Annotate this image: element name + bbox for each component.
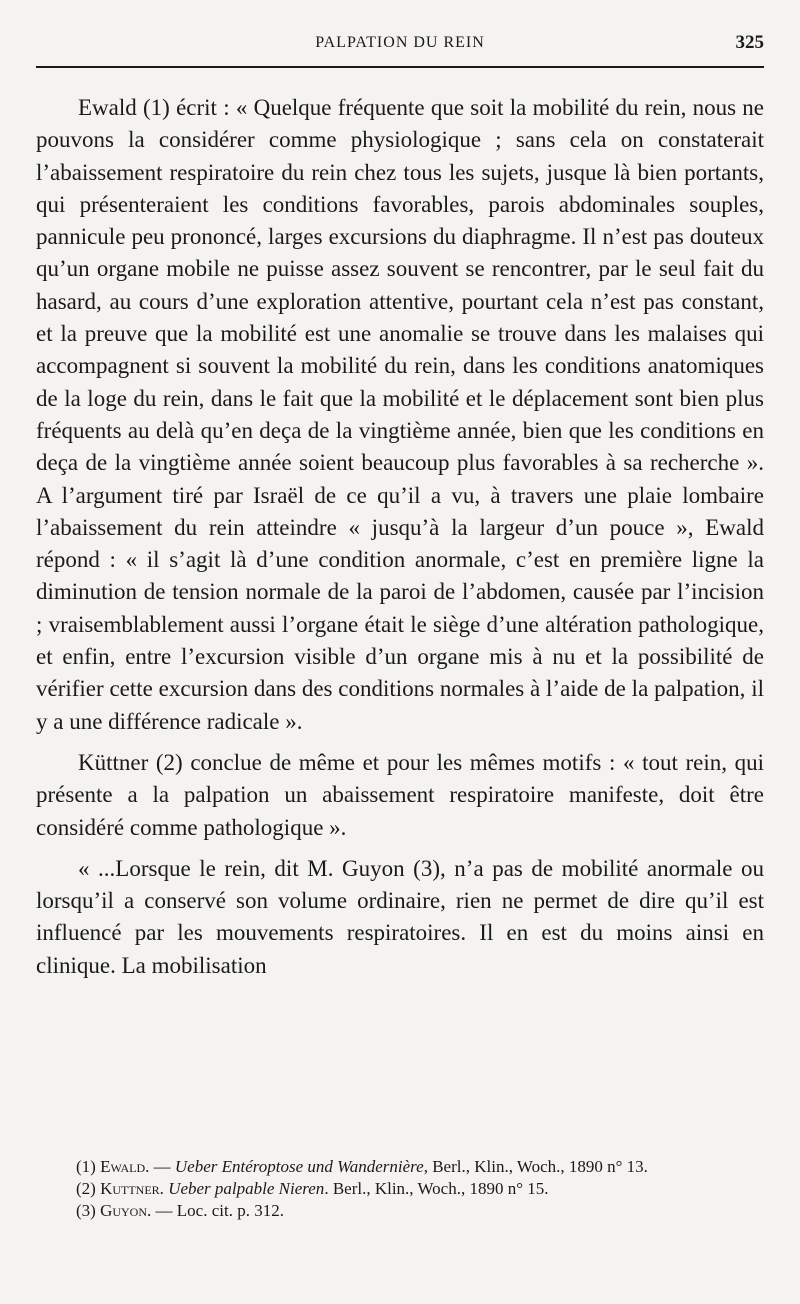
page-number: 325 bbox=[735, 32, 764, 53]
paragraph-guyon: « ...Lorsque le rein, dit M. Guyon (3), n’a pas de mobilité anormale ou lorsqu’il a conservé son volume ordinaire, rien ne permet de dire qu’il est influencé par les mouvements respiratoires. Il en est du moins ainsi en clinique. La mobilisation bbox=[36, 855, 764, 978]
footnote-author: Kuttner. bbox=[100, 1179, 164, 1198]
paragraph-kuttner: Küttner (2) conclue de même et pour les mêmes motifs : « tout rein, qui présente a la palpation un abaissement respiratoire manifeste, doit être considéré comme pathologique ». bbox=[36, 749, 764, 840]
footnote-mark: (3) bbox=[76, 1201, 96, 1220]
footnote-rest: , Berl., Klin., Woch., 1890 n° 13. bbox=[423, 1157, 648, 1176]
footnote-rest: . Berl., Klin., Woch., 1890 n° 15. bbox=[324, 1179, 549, 1198]
footnote-rest: Loc. cit. p. 312. bbox=[176, 1201, 284, 1220]
main-text bbox=[36, 92, 764, 982]
footnote-title: Ueber Entéroptose und Wandernière bbox=[174, 1157, 424, 1176]
footnote-3 bbox=[36, 1200, 764, 1222]
paragraph-ewald: Ewald (1) écrit : « Quelque fréquente que soit la mobilité du rein, nous ne pouvons la considérer comme physiologique ; sans cela on constaterait l’abaissement respiratoire du rein chez tous les sujets, jusque là bien portants, qui présenteraient les conditions favorables, parois abdominales souples, pannicule peu prononcé, larges excursions du diaphragme. Il n’est pas douteux qu’un organe mobile ne puisse assez souvent se rencontrer, par le seul fait du hasard, au cours d’une exploration attentive, pourtant cela n’est pas constant, et la preuve que la mobilité est une anomalie se trouve dans les malaises qui accompagnent si souvent la mobilité du rein, dans les conditions anatomiques de la loge du rein, dans le fait que la mobilité et le déplacement sont bien plus fréquents au delà qu’en deça de la vingtième année, bien que les conditions en deça de la vingtième année soient beaucoup plus favorables à sa recherche ». A l’argument tiré par Israël de ce qu’il a vu, à travers une plaie lombaire l’abaissement du rein atteindre « jusqu’à la largeur d’un pouce », Ewald répond : « il s’agit là d’une condition anormale, c’est en première ligne la diminution de tension normale de la paroi de l’abdomen, causée par l’incision ; vraisemblablement aussi l’organe était le siège d’une altération pathologique, et enfin, entre l’excursion visible d’un organe mis à nu et la possibilité de vérifier cette excursion dans des conditions normales à l’aide de la palpation, il y a une différence radicale ». bbox=[36, 95, 764, 734]
footnote-separator: — bbox=[149, 1157, 175, 1176]
footnote-author: Ewald. bbox=[100, 1157, 150, 1176]
footnotes bbox=[36, 1156, 764, 1222]
footnote-mark: (2) bbox=[76, 1179, 96, 1198]
footnote-title: Ueber palpable Nieren bbox=[168, 1179, 325, 1198]
footnote-1 bbox=[36, 1156, 764, 1178]
footnote-mark: (1) bbox=[76, 1157, 96, 1176]
footnote-2 bbox=[36, 1178, 764, 1200]
footnote-separator: — bbox=[151, 1201, 177, 1220]
running-head: PALPATION DU REIN bbox=[315, 34, 485, 51]
footnote-author: Guyon. bbox=[100, 1201, 152, 1220]
page-header bbox=[36, 0, 764, 68]
